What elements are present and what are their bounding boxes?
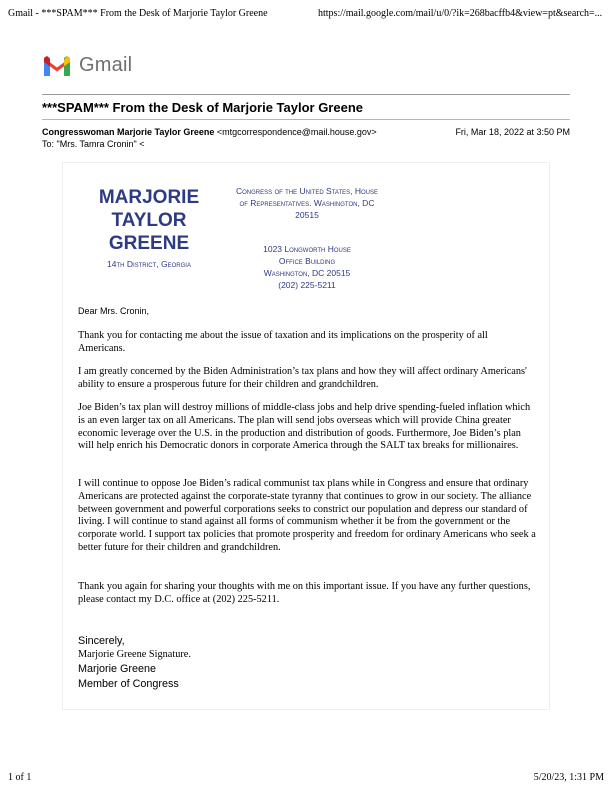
email-sender: [42, 127, 377, 137]
gmail-wordmark: Gmail: [79, 53, 133, 76]
letterhead-district: 14th District, Georgia: [107, 259, 191, 269]
letter-paragraph: Joe Biden’s tax plan will destroy millions of middle-class jobs and help drive spending-fueled inflation which is an even larger tax on all Americans. The plan will send jobs overseas which will provide China greater economic leverage over the U.S. in the production and distribution of goods. Furthermore, Joe Biden’s plan will help enrich his Democratic donors in corporate America through the SALT tax breaks for millionaires.: [78, 402, 531, 452]
print-header-title: Gmail - ***SPAM*** From the Desk of Marjorie Taylor Greene: [8, 8, 268, 19]
gmail-logo[interactable]: [42, 53, 132, 77]
address-line: of Representatives. Washington, DC: [239, 198, 375, 208]
letterhead-address-office: [212, 243, 402, 291]
print-page-count: 1 of 1: [8, 772, 32, 783]
gmail-logo-icon: [42, 54, 72, 76]
email-date: Fri, Mar 18, 2022 at 3:50 PM: [455, 127, 570, 137]
print-header-url: https://mail.google.com/mail/u/0/?ik=268bacffb4&view=pt&search=...: [318, 8, 603, 19]
sender-name: Congresswoman Marjorie Taylor Greene: [42, 127, 215, 137]
office-phone: (202) 225-5211: [278, 280, 336, 290]
email-subject: ***SPAM*** From the Desk of Marjorie Taylor Greene: [42, 100, 364, 115]
letter-closing: [78, 634, 191, 691]
address-line: 20515: [295, 210, 319, 220]
address-line: Office Building: [278, 256, 336, 266]
letter-paragraph: Thank you for contacting me about the issue of taxation and its implications on the prosperity of all Americans.: [78, 330, 488, 354]
subject-divider: [42, 119, 570, 120]
address-line: Washington, DC 20515: [263, 268, 351, 278]
letterhead-address-congress: [212, 185, 402, 221]
letterhead-name: [90, 186, 208, 269]
signature-alt-text: Marjorie Greene Signature.: [78, 649, 191, 661]
letterhead-name-line: GREENE: [108, 233, 190, 254]
letter-paragraph: Thank you again for sharing your thoughts with me on this important issue. If you have any further questions, please contact my D.C. office at (202) 225-5211.: [78, 581, 531, 605]
letterhead-name-line: TAYLOR: [111, 210, 187, 231]
letterhead-name-line: MARJORIE: [98, 187, 200, 208]
signer-title: Member of Congress: [78, 677, 179, 690]
signer-name: Marjorie Greene: [78, 663, 157, 676]
sender-email: <mtgcorrespondence@mail.house.gov>: [216, 127, 377, 137]
letter-greeting: Dear Mrs. Cronin,: [78, 306, 150, 316]
print-timestamp: 5/20/23, 1:31 PM: [533, 772, 604, 783]
closing-salutation: Sincerely,: [78, 635, 125, 647]
address-line: 1023 Longworth House: [263, 244, 351, 254]
letter-paragraph: I will continue to oppose Joe Biden’s radical communist tax plans while in Congress and ensure that ordinary Americans are protected against the corporate-state tyranny that continues to grow in our society. The alliance between government and powerful corporations seeks to constrict our population and depress our standard of living. I will continue to stand against all forms of communism whether it be from the government or the corporate world. I support tax policies that promote prosperity and freedom for ordinary Americans who seek a better future for their children and grandchildren.: [78, 478, 536, 553]
letter-paragraph: I am greatly concerned by the Biden Administration’s tax plans and how they will affect ordinary Americans' ability to ensure a prosperous future for their children and grandchildren.: [78, 366, 527, 390]
address-line: Congress of the United States, House: [235, 186, 379, 196]
header-divider: [42, 94, 570, 95]
email-recipient: To: "Mrs. Tamra Cronin" <: [42, 139, 145, 149]
